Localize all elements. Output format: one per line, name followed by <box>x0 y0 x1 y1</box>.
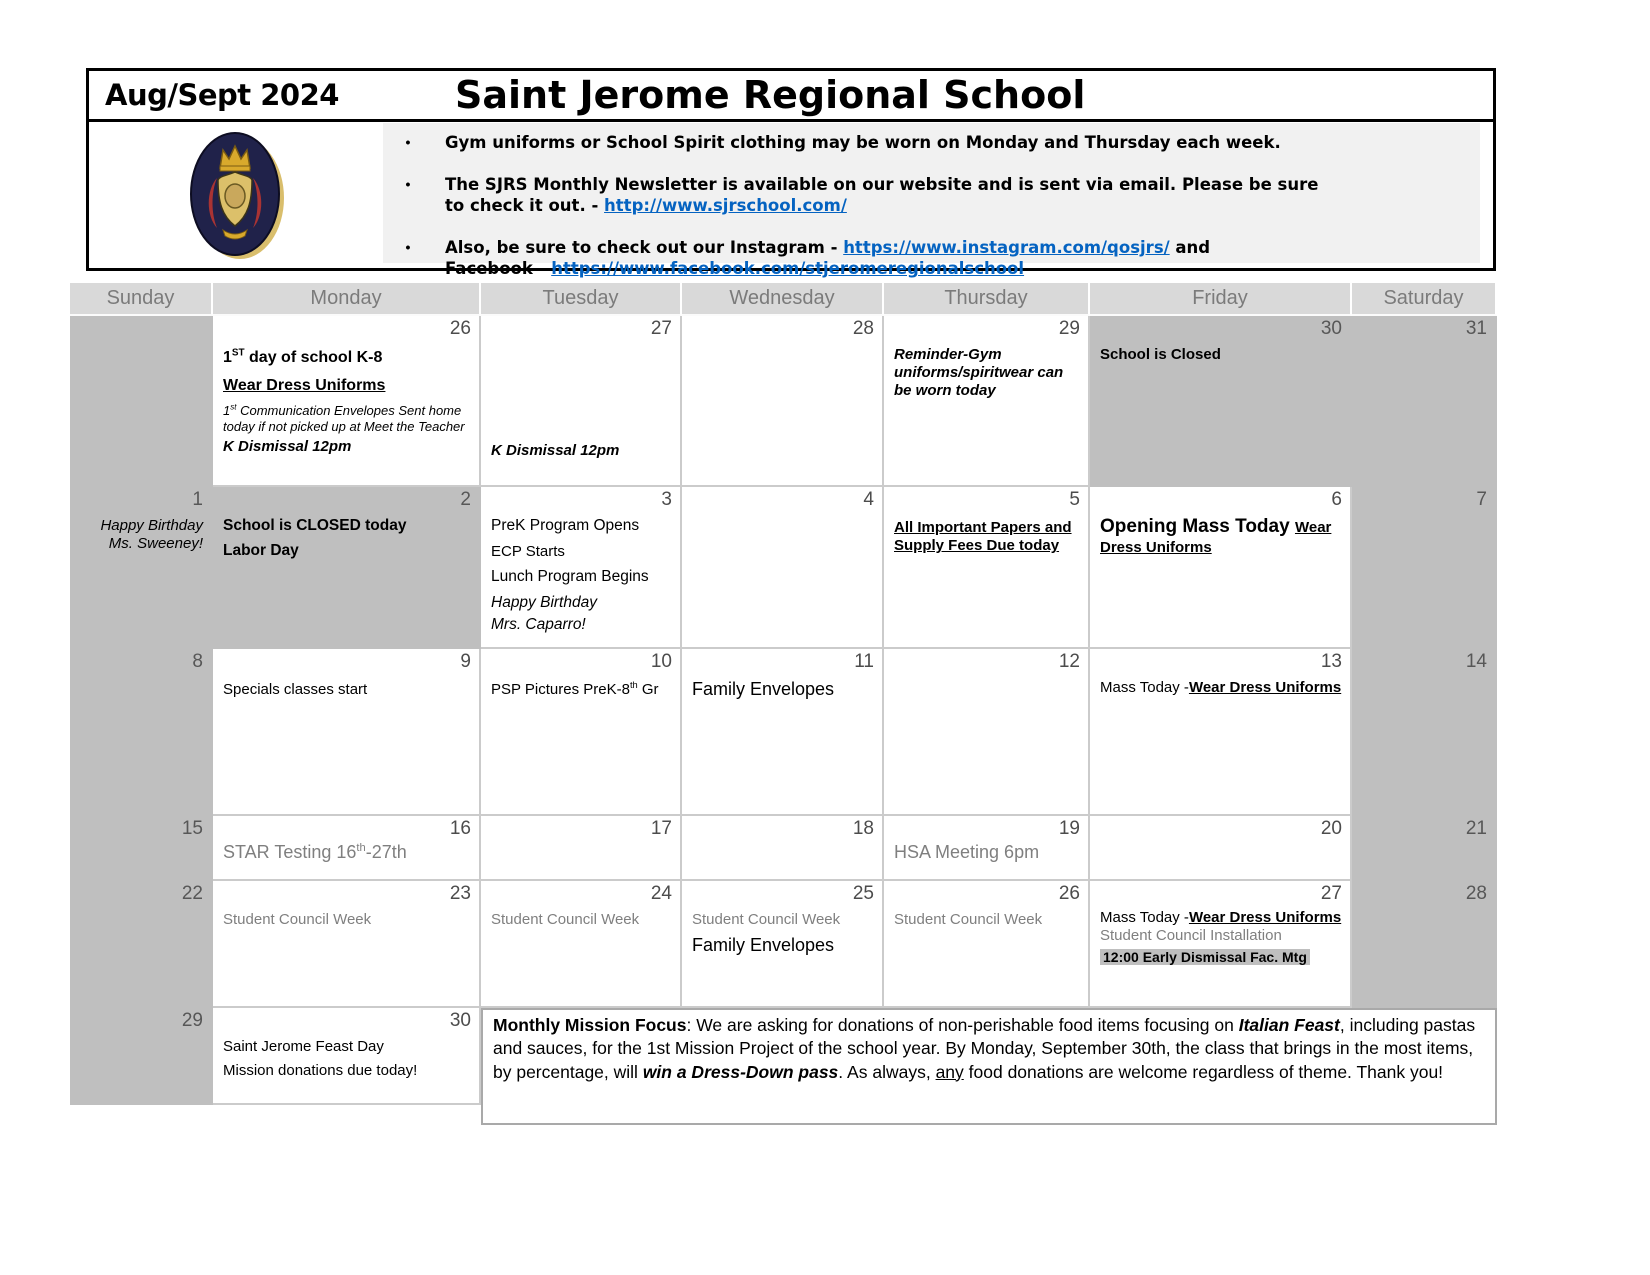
day-number: 16 <box>449 818 471 839</box>
day-number: 8 <box>192 651 203 672</box>
calendar-cell <box>213 816 481 881</box>
event-line <box>223 842 471 864</box>
day-number: 23 <box>449 883 471 904</box>
event-line <box>1100 949 1342 966</box>
text-segment: , including pastas and sauces, for the 1st Mission Project of the school year. By Monday, September 30th, the class that brings in the most items, by percentage, will <box>493 1015 1476 1082</box>
day-number: 26 <box>1058 883 1080 904</box>
announcement-item <box>393 237 1472 279</box>
day-number: 30 <box>449 1010 471 1031</box>
calendar-cell <box>213 649 481 816</box>
calendar-cell <box>884 816 1090 881</box>
school-title: Saint Jerome Regional School <box>455 73 1086 117</box>
day-number: 25 <box>852 883 874 904</box>
announcement-line <box>445 195 1318 216</box>
school-crest-svg <box>186 128 286 262</box>
text-segment: ST <box>231 347 245 359</box>
calendar-cell <box>682 649 884 816</box>
calendar-cell <box>682 487 884 649</box>
text-segment: Italian Feast <box>1238 1015 1340 1035</box>
text-segment: th <box>356 841 366 854</box>
calendar-cell <box>70 881 213 1008</box>
day-number: 21 <box>1465 818 1487 839</box>
calendar-cell <box>884 649 1090 816</box>
calendar-cell <box>884 487 1090 649</box>
day-number: 24 <box>650 883 672 904</box>
text-segment: 12:00 Early Dismissal Fac. Mtg <box>1100 949 1310 965</box>
text-segment: Mass Today - <box>1100 908 1189 926</box>
day-header-wednesday: Wednesday <box>682 283 884 316</box>
text-segment: School is Closed <box>1100 345 1221 363</box>
announcement-line <box>445 174 1318 195</box>
text-segment: Student Council Week <box>692 910 841 928</box>
text-segment: Wear Dress Uniforms <box>1188 908 1342 926</box>
text-segment: -27th <box>365 841 407 862</box>
day-number: 1 <box>192 489 203 510</box>
calendar-cell <box>70 1008 213 1105</box>
text-segment: day of school K-8 <box>244 348 383 366</box>
calendar-cell <box>1090 881 1352 1008</box>
event-line <box>223 438 471 456</box>
calendar-cell <box>70 487 213 649</box>
day-number: 17 <box>650 818 672 839</box>
event-line <box>491 616 672 635</box>
calendar-cell <box>70 649 213 816</box>
day-number: 12 <box>1058 651 1080 672</box>
bullet-icon: • <box>405 176 411 193</box>
event-line <box>491 911 672 929</box>
day-number: 5 <box>1069 489 1080 510</box>
announcement-line <box>445 132 1281 153</box>
event-line <box>491 543 672 561</box>
day-header-sunday: Sunday <box>70 283 213 316</box>
calendar-cell <box>70 316 213 487</box>
text-segment: Reminder-Gym uniforms/spiritwear can be worn today <box>894 345 1064 400</box>
calendar-cell <box>682 881 884 1008</box>
event-line <box>223 517 471 536</box>
announcement-link[interactable]: https://www.instagram.com/qosjrs/ <box>843 238 1170 258</box>
calendar-cell <box>1352 816 1497 881</box>
calendar-cell <box>481 881 682 1008</box>
calendar-grid <box>70 283 1497 1105</box>
text-segment: Student Council Week <box>223 910 372 928</box>
day-header-tuesday: Tuesday <box>481 283 682 316</box>
day-number: 28 <box>852 318 874 339</box>
calendar-cell <box>1090 816 1352 881</box>
day-number: 14 <box>1465 651 1487 672</box>
announcement-line <box>445 237 1210 258</box>
text-segment: th <box>629 679 638 690</box>
calendar-cell <box>213 316 481 487</box>
day-number: 26 <box>449 318 471 339</box>
event-line <box>491 568 672 587</box>
announcement-text <box>445 174 1318 216</box>
announcement-item <box>393 174 1472 216</box>
text-segment: ECP Starts <box>491 542 565 560</box>
event-line <box>491 594 672 613</box>
day-number: 28 <box>1465 883 1487 904</box>
text-segment: 1 <box>223 402 231 418</box>
text-segment: STAR Testing 16 <box>223 841 357 862</box>
calendar-cell <box>1090 649 1352 816</box>
text-segment: Gym uniforms or School Spirit clothing may be worn on Monday and Thursday each week. <box>445 133 1281 152</box>
day-header-friday: Friday <box>1090 283 1352 316</box>
calendar-cell <box>481 316 682 487</box>
day-number: 3 <box>661 489 672 510</box>
day-number: 29 <box>1058 318 1080 339</box>
text-segment: any <box>935 1061 964 1082</box>
bullet-icon: • <box>405 239 411 256</box>
calendar-cell <box>1090 316 1352 487</box>
text-segment: Labor Day <box>223 541 299 559</box>
header <box>86 68 1496 279</box>
event-line <box>223 542 471 561</box>
event-line <box>223 376 471 396</box>
event-line <box>223 1038 471 1056</box>
text-segment: Opening Mass Today <box>1100 515 1295 537</box>
event-line <box>223 911 471 929</box>
calendar-cell <box>481 816 682 881</box>
day-number: 22 <box>181 883 203 904</box>
event-line <box>223 681 471 699</box>
day-number: 7 <box>1476 489 1487 510</box>
day-number: 19 <box>1058 818 1080 839</box>
bullet-icon: • <box>405 134 411 150</box>
calendar-cell <box>884 881 1090 1008</box>
calendar-cell <box>884 316 1090 487</box>
text-segment: PreK Program Opens <box>491 516 640 534</box>
text-segment: PSP Pictures PreK-8 <box>491 680 630 698</box>
day-number: 27 <box>650 318 672 339</box>
text-segment: . As always, <box>838 1061 936 1082</box>
event-line <box>491 681 672 699</box>
calendar-cell <box>213 881 481 1008</box>
text-segment: K Dismissal 12pm <box>491 441 620 459</box>
text-segment: 1 <box>223 348 232 366</box>
text-segment: Mrs. Caparro! <box>491 615 586 633</box>
text-segment: K Dismissal 12pm <box>223 437 352 455</box>
calendar-cell <box>1352 881 1497 1008</box>
calendar-cell <box>682 316 884 487</box>
text-segment: : We are asking for donations of non-perishable food items focusing on <box>686 1015 1239 1035</box>
text-segment: Saint Jerome Feast Day <box>223 1037 384 1055</box>
announcement-link[interactable]: http://www.sjrschool.com/ <box>604 196 847 216</box>
text-segment: Gr <box>637 680 659 698</box>
announcement-list <box>383 123 1480 279</box>
header-body <box>89 122 1493 279</box>
event-line <box>894 519 1080 556</box>
mission-focus-note <box>481 1008 1497 1125</box>
day-header-thursday: Thursday <box>884 283 1090 316</box>
text-segment: Student Council Week <box>491 910 640 928</box>
day-number: 6 <box>1331 489 1342 510</box>
day-number: 15 <box>181 818 203 839</box>
text-segment: Family Envelopes <box>692 935 835 956</box>
text-segment: Happy Birthday <box>491 593 597 611</box>
event-line <box>1100 346 1342 364</box>
calendar-cell <box>481 649 682 816</box>
text-segment: Communication Envelopes Sent home today if not picked up at Meet the Teacher <box>223 402 465 434</box>
title-row <box>89 71 1493 122</box>
day-number: 31 <box>1465 318 1487 339</box>
text-segment: Facebook - <box>445 259 552 279</box>
day-number: 13 <box>1320 651 1342 672</box>
day-number: 27 <box>1320 883 1342 904</box>
text-segment: st <box>230 402 237 412</box>
text-segment: Monthly Mission Focus <box>493 1015 687 1035</box>
month-label: Aug/Sept 2024 <box>105 78 339 112</box>
day-header-monday: Monday <box>213 283 481 316</box>
text-segment: to check it out. - <box>445 196 605 216</box>
day-number: 20 <box>1320 818 1342 839</box>
calendar-cell <box>213 1008 481 1105</box>
text-segment: HSA Meeting 6pm <box>894 841 1040 862</box>
school-crest-icon <box>89 122 383 268</box>
day-number: 11 <box>854 651 874 672</box>
calendar-cell <box>1352 487 1497 649</box>
event-line <box>491 517 672 536</box>
calendar-cell <box>682 816 884 881</box>
day-number: 9 <box>460 651 471 672</box>
text-segment: Happy Birthday Ms. Sweeney! <box>100 516 203 553</box>
day-number: 30 <box>1320 318 1342 339</box>
announcement-link[interactable]: https://www.facebook.com/stjeromeregionalschool <box>551 259 1025 279</box>
text-segment: food donations are welcome regardless of theme. Thank you! <box>963 1061 1444 1082</box>
calendar-cell <box>213 487 481 649</box>
event-line <box>894 911 1080 929</box>
text-segment: and <box>1169 238 1211 258</box>
text-segment: Also, be sure to check out our Instagram - <box>445 238 844 258</box>
event-line <box>1100 679 1342 697</box>
text-segment: Mass Today - <box>1100 678 1189 696</box>
text-segment: Family Envelopes <box>692 678 835 699</box>
text-segment: win a Dress-Down pass <box>642 1061 839 1082</box>
event-line <box>223 403 471 435</box>
day-number: 2 <box>460 489 471 510</box>
event-line <box>80 517 203 554</box>
announcement-item <box>393 132 1472 153</box>
event-line <box>692 679 874 701</box>
text-segment: Wear Dress Uniforms <box>223 377 386 395</box>
event-line <box>692 911 874 929</box>
text-segment: Lunch Program Begins <box>491 568 649 586</box>
text-segment: Mission donations due today! <box>223 1062 418 1080</box>
text-segment: The SJRS Monthly Newsletter is available on our website and is sent via email. Please be sure <box>445 175 1319 195</box>
calendar-cell <box>1352 649 1497 816</box>
event-line <box>1100 909 1342 946</box>
day-number: 29 <box>181 1010 203 1031</box>
event-line <box>223 348 471 368</box>
text-segment: Specials classes start <box>223 680 368 698</box>
text-segment: Wear Dress Uniforms <box>1100 518 1332 557</box>
calendar-cell <box>1090 487 1352 649</box>
day-number: 10 <box>650 651 672 672</box>
announcement-text <box>445 132 1281 153</box>
text-segment: Wear Dress Uniforms <box>1188 678 1342 696</box>
calendar-cell <box>481 487 682 649</box>
calendar-cell <box>1352 316 1497 487</box>
event-line <box>491 442 672 460</box>
event-line <box>894 842 1080 864</box>
day-number: 4 <box>863 489 874 510</box>
event-line <box>692 935 874 957</box>
day-number: 18 <box>852 818 874 839</box>
text-segment: Student Council Week <box>894 910 1043 928</box>
announcement-line <box>445 258 1210 279</box>
calendar-cell <box>70 816 213 881</box>
event-line <box>223 1062 471 1080</box>
event-line <box>1100 515 1342 558</box>
day-header-saturday: Saturday <box>1352 283 1497 316</box>
text-segment: Student Council Installation <box>1100 927 1282 945</box>
text-segment: All Important Papers and Supply Fees Due today <box>894 518 1072 555</box>
event-line <box>894 346 1080 401</box>
text-segment: School is CLOSED today <box>223 516 407 534</box>
announcement-text <box>445 237 1210 279</box>
